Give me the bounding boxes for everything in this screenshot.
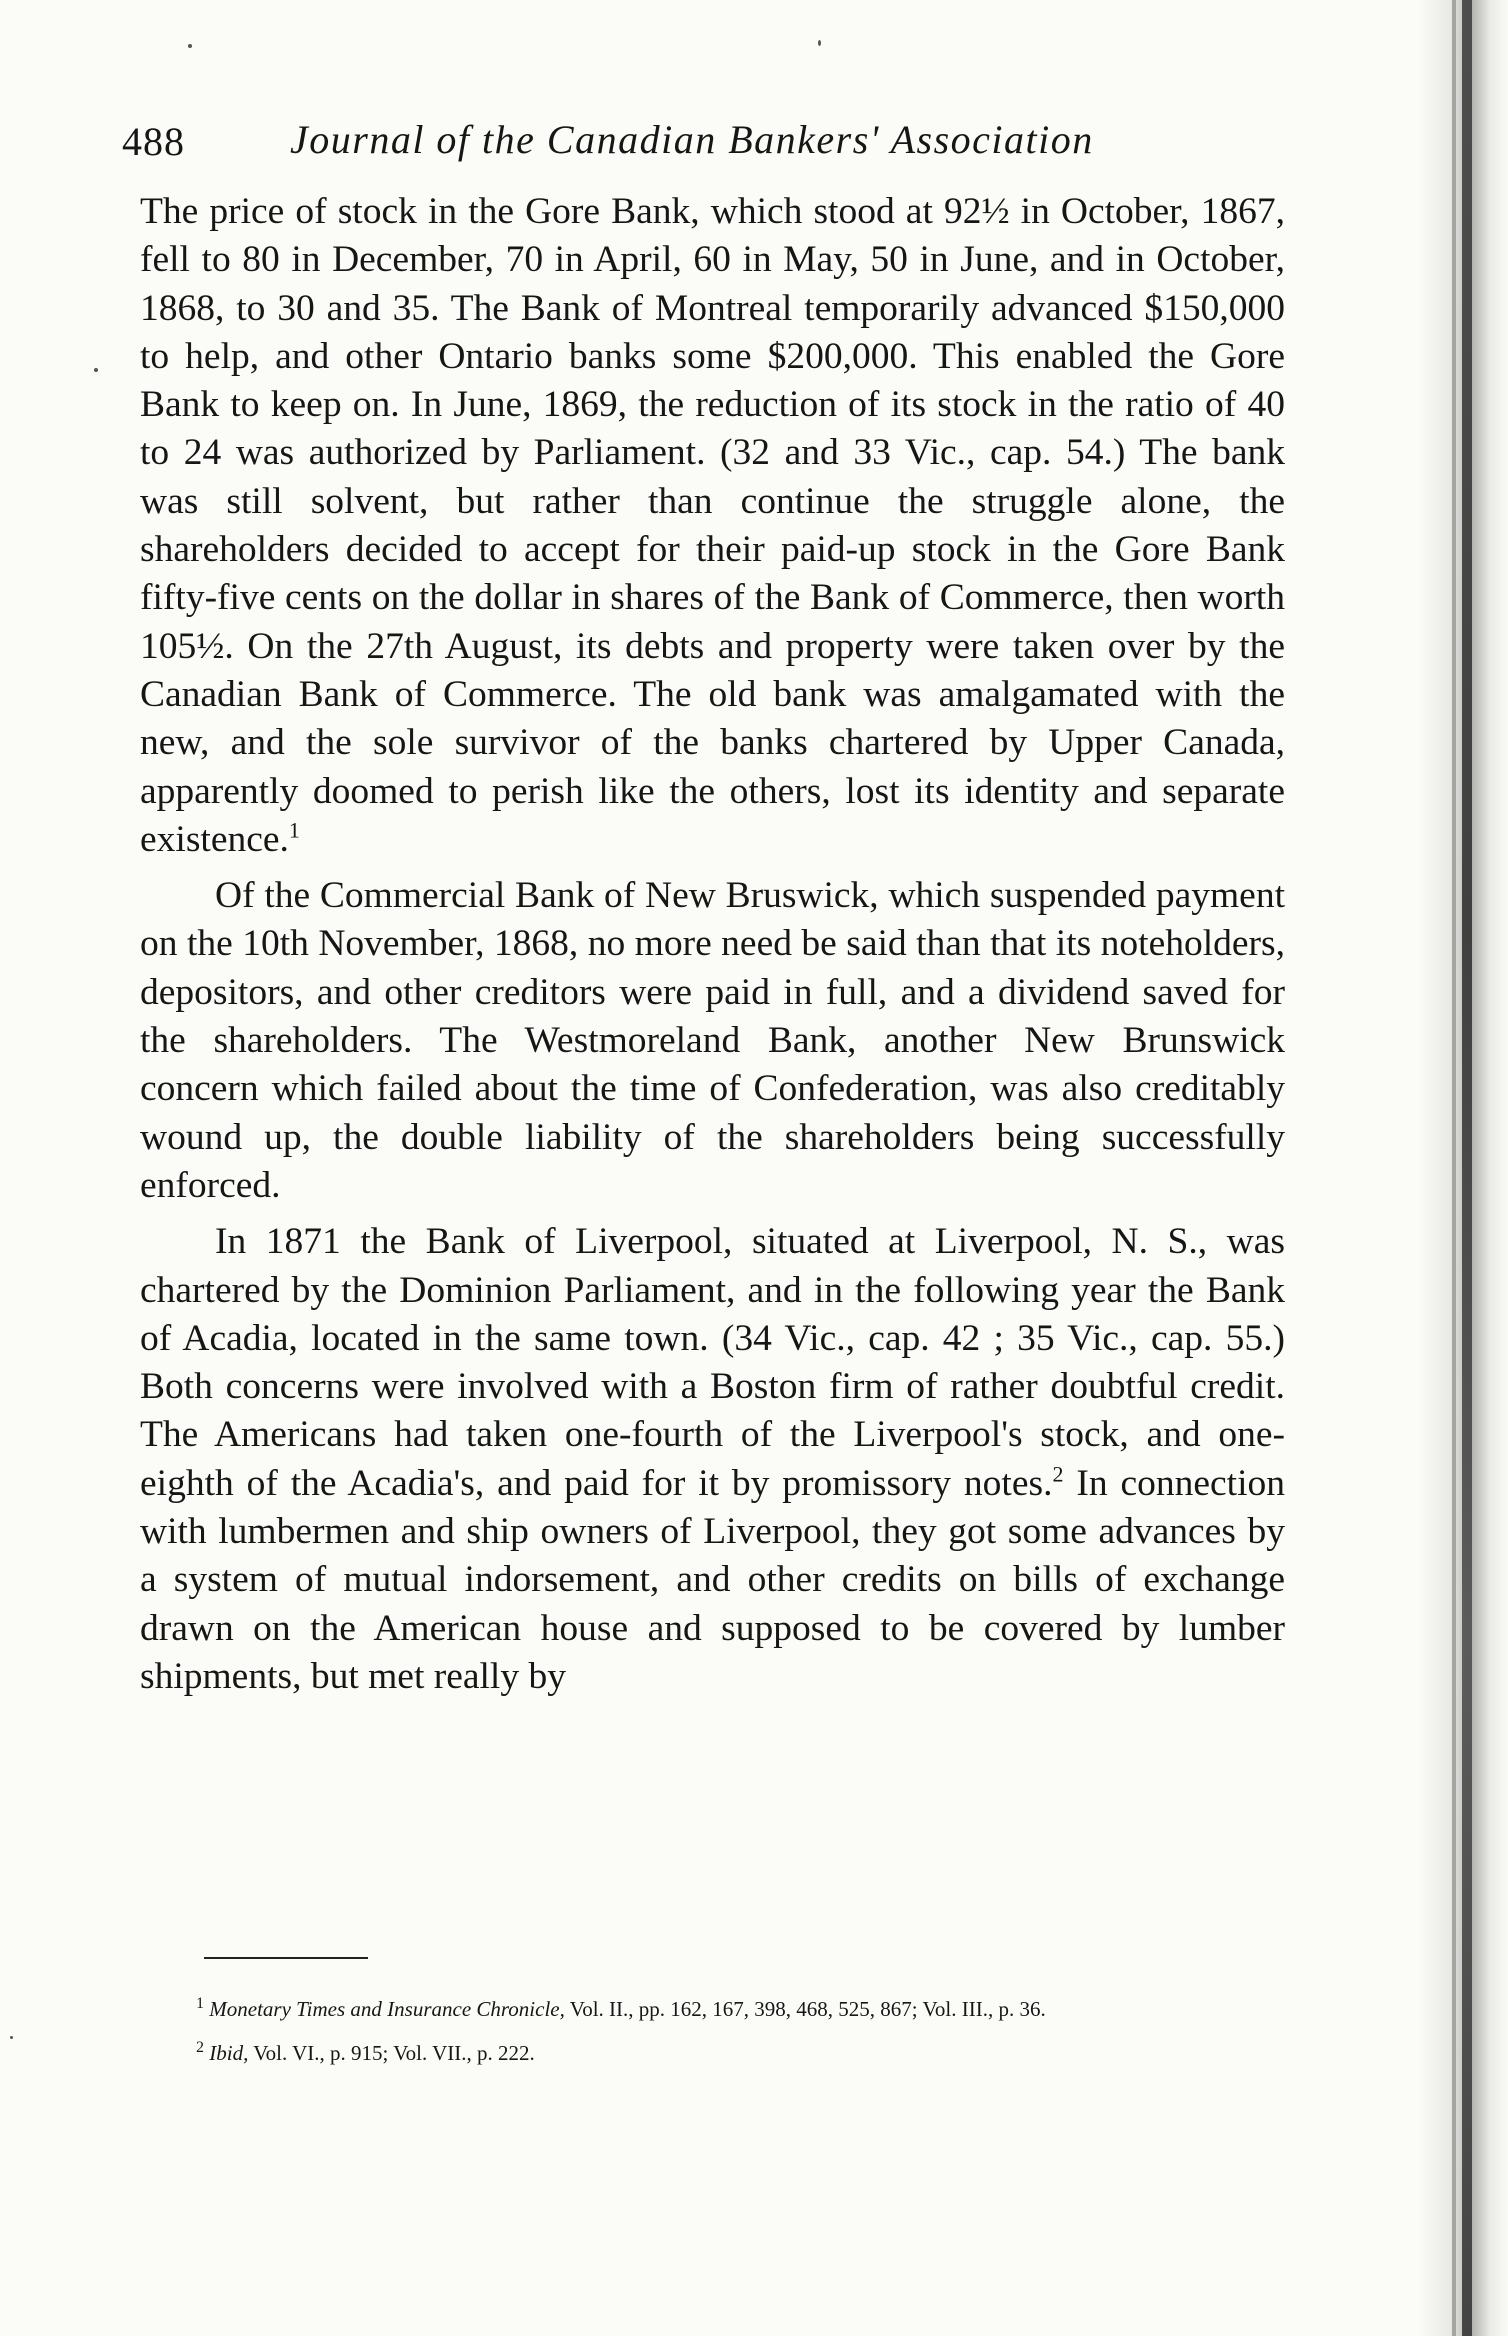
scan-speck	[818, 40, 821, 46]
body-text	[140, 188, 1285, 1701]
paragraph	[140, 188, 1285, 864]
footnote	[120, 1995, 1285, 2023]
paragraph-text: The price of stock in the Gore Bank, which stood at 92½ in October, 1867, fell to 80 in December, 70 in April, 60 in May, 50 in June, and in October, 1868, to 30 and 35. The Bank of Montreal temporarily advanced $150,000 to help, and other Ontario banks some $200,000. This enabled the Gore Bank to keep on. In June, 1869, the reduction of its stock in the ratio of 40 to 24 was authorized by Parliament. (32 and 33 Vic., cap. 54.) The bank was still solvent, but rather than continue the struggle alone, the shareholders decided to accept for their paid-up stock in the Gore Bank fifty-five cents on the dollar in shares of the Bank of Commerce, then worth 105½. On the 27th August, its debts and property were taken over by the Canadian Bank of Commerce. The old bank was amalgamated with the new, and the sole survivor of the banks chartered by Upper Canada, apparently doomed to perish like the others, lost its identity and separate existence.	[140, 191, 1285, 860]
binding-edge	[1452, 0, 1456, 2336]
footnote-source: Monetary Times and Insurance Chronicle,	[209, 1997, 565, 2021]
paragraph-text: Of the Commercial Bank of New Bruswick, which suspended payment on the 10th November, 1868, no more need be said than that its noteholders, depositors, and other creditors were paid in full, and a dividend saved for the shareholders. The Westmoreland Bank, another New Brunswick concern which failed about the time of Confederation, was also creditably wound up, the double liability of the shareholders being successfully enforced.	[140, 875, 1285, 1206]
paragraph	[140, 1218, 1285, 1701]
footnote-divider	[204, 1957, 368, 1959]
running-title: Journal of the Canadian Bankers' Association	[290, 117, 1094, 162]
scan-speck	[188, 44, 192, 48]
footnote-marker: 1	[196, 1995, 204, 2012]
footnotes	[120, 1995, 1285, 2083]
scan-speck	[10, 2036, 13, 2039]
footnote-text: Vol. II., pp. 162, 167, 398, 468, 525, 867; Vol. III., p. 36.	[564, 1997, 1046, 2021]
footnote-marker: 2	[196, 2039, 204, 2056]
binding-spine	[1462, 0, 1472, 2336]
page-number: 488	[122, 119, 185, 164]
scan-speck	[94, 368, 98, 372]
paragraph	[140, 872, 1285, 1210]
footnote-source: Ibid,	[209, 2041, 249, 2065]
footnote-text: Vol. VI., p. 915; Vol. VII., p. 222.	[248, 2041, 535, 2065]
footnote-reference: 2	[1052, 1461, 1064, 1487]
paragraph-text: In connection with lumbermen and ship owners of Liverpool, they got some advances by a system of mutual indorsement, and other credits on bills of exchange drawn on the American house and supposed to be covered by lumber shipments, but met really by	[140, 1462, 1285, 1697]
footnote	[120, 2039, 1285, 2067]
footnote-reference: 1	[288, 817, 300, 843]
paragraph-text: In 1871 the Bank of Liverpool, situated at Liverpool, N. S., was chartered by the Dominion Parliament, and in the following year the Bank of Acadia, located in the same town. (34 Vic., cap. 42 ; 35 Vic., cap. 55.) Both concerns were involved with a Boston firm of rather doubtful credit. The Americans had taken one-fourth of the Liverpool's stock, and one-eighth of the Acadia's, and paid for it by promissory notes.	[140, 1221, 1285, 1504]
page-header	[122, 112, 1282, 172]
